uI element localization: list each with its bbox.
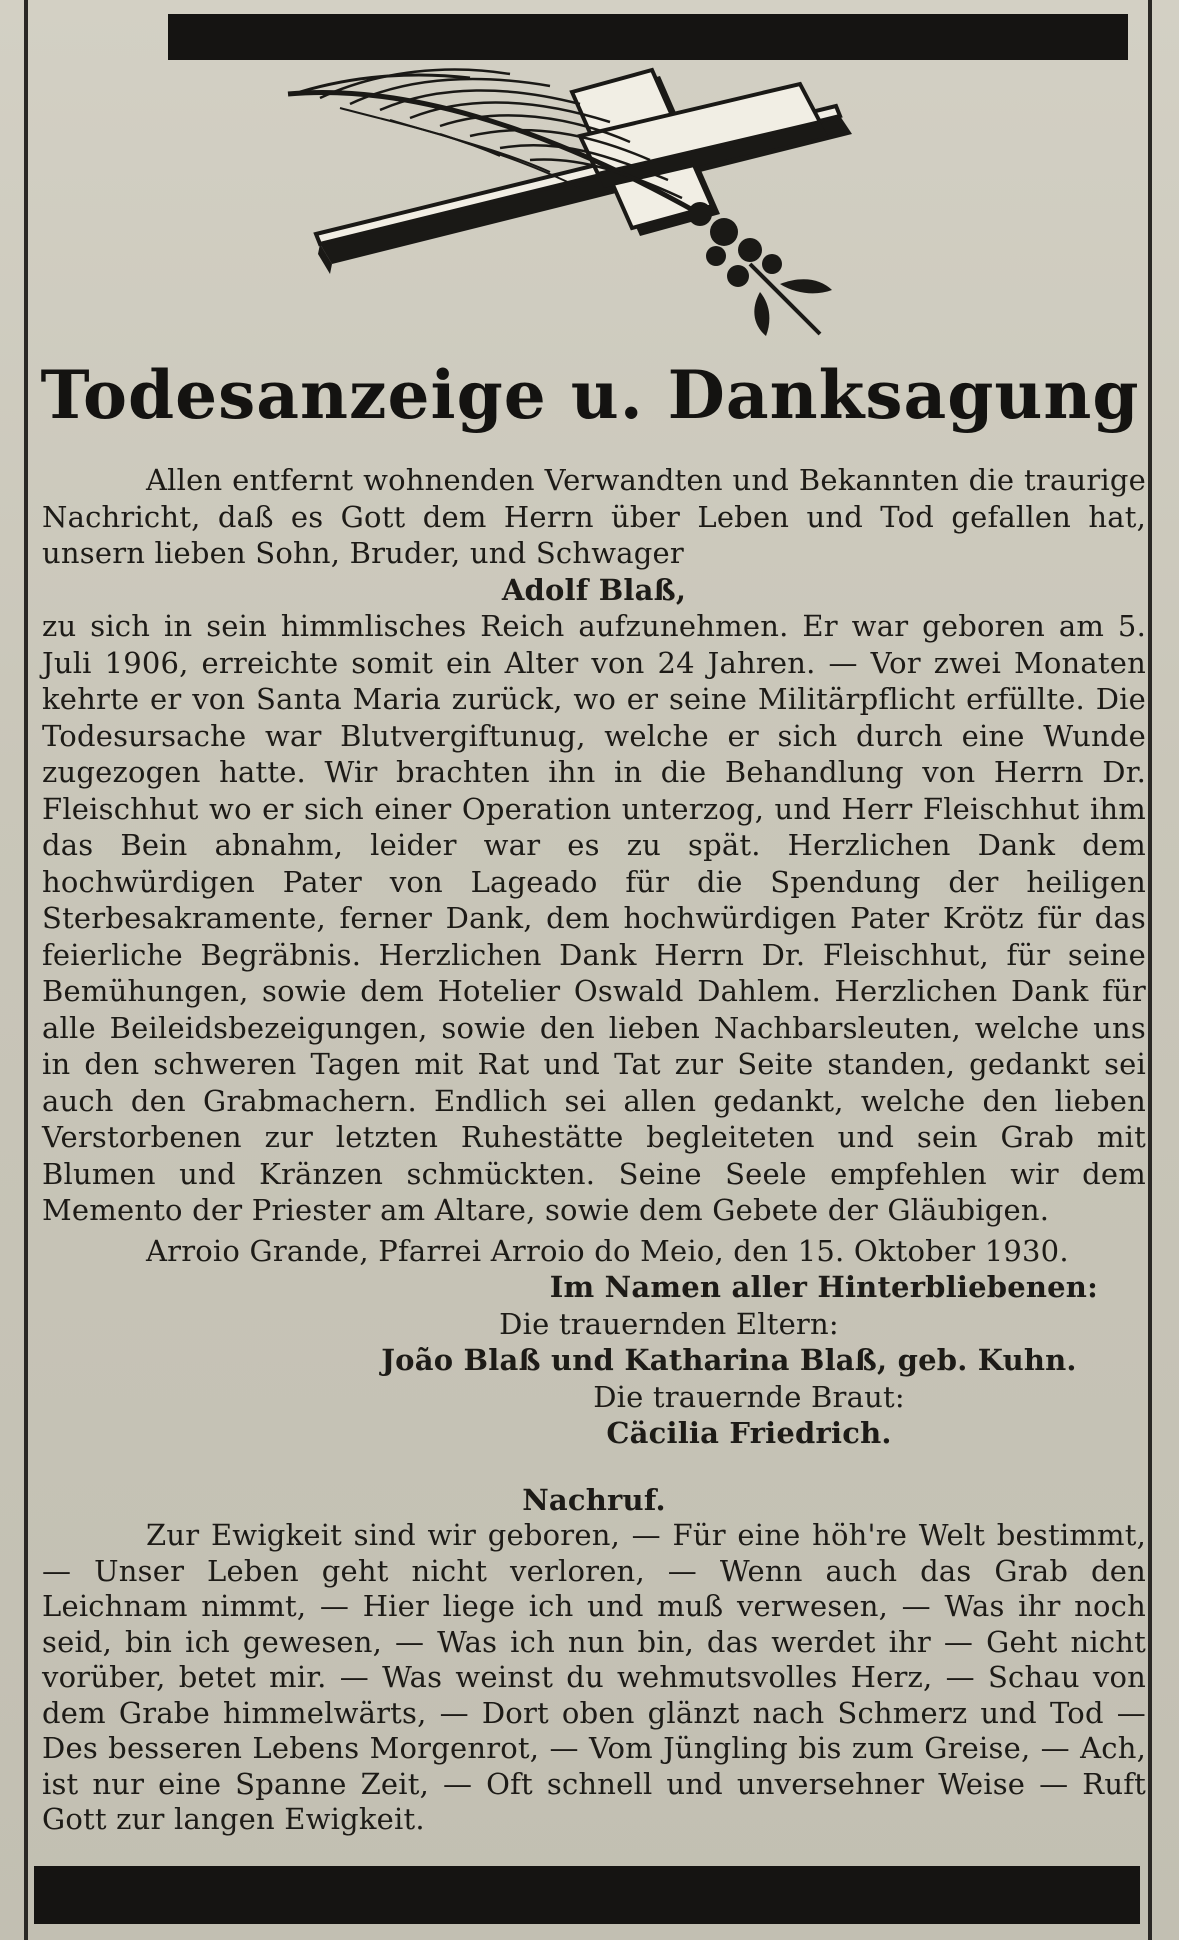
- flower-sprig-icon: [688, 202, 832, 336]
- cross-icon: [316, 64, 870, 274]
- nachruf-title: Nachruf.: [522, 1482, 666, 1517]
- column-rule-right: [1148, 0, 1152, 1940]
- bottom-black-rule: [34, 1866, 1140, 1924]
- nachruf-poem: Zur Ewigkeit sind wir geboren, — Für eine höh're Welt bestimmt, — Unser Leben geht nicht verloren, — Wenn auch das Grab den Leichnam nimmt, — Hier liege ich und muß verwesen, — Was ihr noch seid, bin ich gewesen, — Was ich nun bin, das werdet ihr — Geht nicht vorüber, betet mir. — Was weinst du wehmutsvolles Herz, — Schau von dem Grabe himmelwärts, — Dort oben glänzt nach Schmerz und Tod — Des besseren Lebens Morgenrot, — Vom Jüngling bis zum Greise, — Ach, ist nur eine Spanne Zeit, — Oft schnell und unversehner Weise — Ruft Gott zur langen Ewigkeit.: [42, 1518, 1146, 1836]
- column-rule-left: [24, 0, 28, 1940]
- signature-parents-label: Die trauernden Eltern:: [499, 1306, 839, 1341]
- announcement-body: [42, 462, 1146, 1838]
- top-black-rule: [168, 14, 1128, 60]
- signature-bride: Cäcilia Friedrich.: [606, 1416, 892, 1450]
- signature-on-behalf: Im Namen aller Hinterbliebenen:: [549, 1270, 1098, 1304]
- main-paragraph: zu sich in sein himmlisches Reich aufzunehmen. Er war geboren am 5. Juli 1906, erreichte somit ein Alter von 24 Jahren. — Vor zwei Monaten kehrte er von Santa Maria zurück, wo er seine Militärpflicht erfüllte. Die Todesursache war Blutvergiftunug, welche er sich durch eine Wunde zugezogen hatte. Wir brachten ihn in die Behandlung von Herrn Dr. Fleischhut wo er sich einer Operation unterzog, und Herr Fleischhut ihm das Bein abnahm, leider war es zu spät. Herzlichen Dank dem hochwürdigen Pater von Lageado für die Spendung der heiligen Sterbesakramente, ferner Dank, dem hochwürdigen Pater Krötz für das feierliche Begräbnis. Herzlichen Dank Herrn Dr. Fleischhut, für seine Bemühungen, sowie dem Hotelier Oswald Dahlem. Herzlichen Dank für alle Beileidsbezeigungen, sowie den lieben Nachbarsleuten, welche uns in den schweren Tagen mit Rat und Tat zur Seite standen, gedankt sei auch den Grabmachern. Endlich sei allen gedankt, welche den lieben Verstorbenen zur letzten Ruhestätte begleiteten und sein Grab mit Blumen und Kränzen schmückten. Seine Seele empfehlen wir dem Memento der Priester am Altare, sowie dem Gebete der Gläubigen.: [42, 609, 1146, 1227]
- page-title: Todesanzeige u. Danksagung: [40, 356, 1140, 434]
- deceased-name: Adolf Blaß,: [501, 572, 687, 607]
- place-date: Arroio Grande, Pfarrei Arroio do Meio, den 15. Oktober 1930.: [146, 1233, 1069, 1268]
- cross-and-palm-icon: [280, 64, 930, 344]
- intro-paragraph: Allen entfernt wohnenden Verwandten und Bekannten die traurige Nachricht, daß es Gott dem Herrn über Leben und Tod gefallen hat, unsern lieben Sohn, Bruder, und Schwager: [42, 463, 1146, 570]
- signature-parents: João Blaß und Katharina Blaß, geb. Kuhn.: [381, 1343, 1077, 1377]
- signature-bride-label: Die trauernde Braut:: [593, 1379, 905, 1414]
